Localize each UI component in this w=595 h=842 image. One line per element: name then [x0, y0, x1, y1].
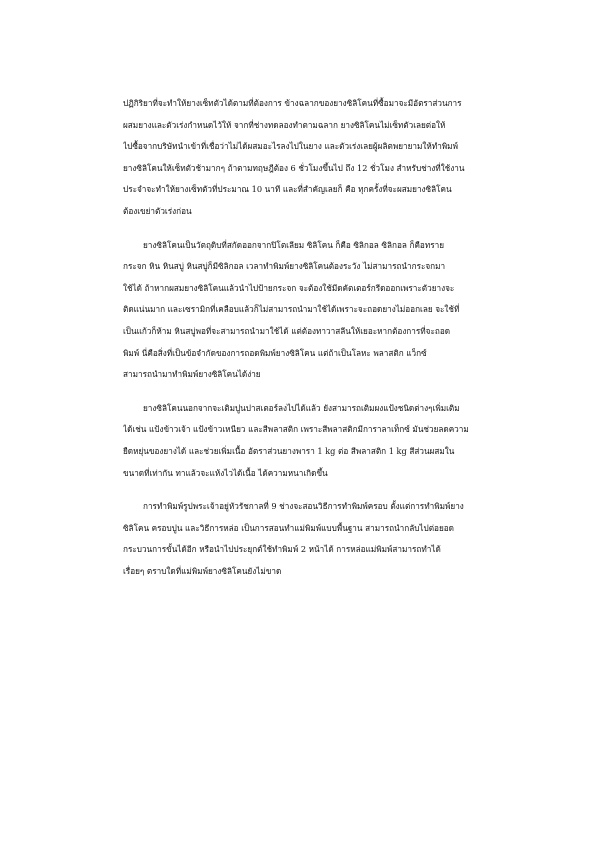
paragraph	[123, 93, 525, 223]
text-line: ปฏิกิริยาที่จะทำให้ยางเซ็ทตัวได้ตามที่ต้องการ ข้างฉลากของยางซิลิโคนที่ซื้อมาจะมีอัตราส่วนการ	[123, 98, 462, 108]
text-line: ใช้ได้ ถ้าหากผสมยางซิลิโคนแล้วนำไปป้ายกระจก จะต้องใช้มีดคัตเตอร์กรีดออกเพราะตัวยางจะ	[123, 282, 455, 293]
paragraph	[123, 496, 525, 582]
text-line: ได้เช่น แป้งข้าวเจ้า แป้งข้าวเหนียว และสีพลาสติก เพราะสีพลาสติกมีการาลาเท็กซ์ มันช่วยลดความ	[123, 424, 469, 435]
text-line: ยืดหยุ่นของยางได้ และช่วยเพิ่มเนื้อ อัตราส่วนยางพารา 1 kg ต่อ สีพลาสติก 1 kg สีส่วนผสมใน	[123, 445, 455, 456]
text-line: กระจก หิน หินสบู่ หินสบู่ก็มีซิลิกอล เวลาทำพิมพ์ยางซิลิโคนต้องระวัง ไม่สามารถนำกระจกมา	[123, 261, 446, 272]
text-line: ติดแน่นมาก และเซรามิกที่เคลือบแล้วก็ไม่สามารถนำมาใช้ได้เพราะจะถอดยางไม่ออกเลย จะใช้ที่	[123, 304, 460, 315]
text-line: ยางซิลิโคนเป็นวัตถุดิบที่สกัดออกจากปิโตเลียม ซิลิโคน ก็คือ ซิลิกอล ซิลิกอล ก็คือทราย	[143, 239, 445, 250]
text-line: กระบวนการขั้นได้อีก หรือนำไปประยุกต์ใช้ทำพิมพ์ 2 หน้าได้ การหล่อแม่พิมพ์สามารถทำได้	[123, 544, 441, 555]
text-line: ต้องเขย่าตัวเร่งก่อน	[123, 205, 192, 216]
text-line: ซิลิโคน ครอบปูน และวิธีการหล่อ เป็นการสอนทำแม่พิมพ์แบบพื้นฐาน สามารถนำกลับไปต่อยอด	[123, 522, 454, 533]
text-line: ไปซื้อจากบริษัทนำเข้าที่เชื่อว่าไม่ได้ผสมอะไรลงไปในยาง และตัวเร่งเลยผู้ผลิตพยายามให้ทำพิมพ์	[123, 141, 458, 152]
paragraph	[123, 235, 525, 386]
paragraph	[123, 398, 525, 484]
text-line: พิมพ์ นี่คือสิ่งที่เป็นข้อจำกัดของการถอดพิมพ์ยางซิลิโคน แต่ถ้าเป็นโลหะ พลาสติก แว็กซ์	[123, 347, 427, 358]
text-line: ขนาดที่เท่ากัน ทาแล้วจะแห้งไวได้เนื้อ ได้ความหนาเกิดขึ้น	[123, 467, 328, 478]
text-line: เรื่อยๆ ตราบใดที่แม่พิมพ์ยางซิลิโคนยังไม่ขาด	[123, 565, 282, 576]
text-line: ยางซิลิโคนให้เซ็ทตัวช้ามากๆ ถ้าตามทฤษฎีต้อง 6 ชั่วโมงขึ้นไป ถึง 12 ชั่วโมง สำหรับช่างที่ใช้งาน	[123, 162, 465, 173]
text-line: เป็นแก้วก็ห้าม หินสบู่พอที่จะสามารถนำมาใช้ได้ แต่ต้องทาวาสลีนให้เยอะหากต้องการที่จะถอด	[123, 325, 451, 336]
text-line: ผสมยางและตัวเร่งกำหนดไว้ให้ จากที่ช่างทดลองทำตามฉลาก ยางซิลิโคนไม่เซ็ทตัวเลยต่อให้	[123, 119, 446, 130]
body-text	[123, 93, 525, 594]
text-line: ยางซิลิโคนนอกจากจะเติมปูนปาสเตอร์ลงไปได้แล้ว ยังสามารถเติมผงแป้งชนิดต่างๆเพิ่มเติม	[143, 402, 460, 413]
text-line: ประจำจะทำให้ยางเซ็ทตัวที่ประมาณ 10 นาที และที่สำคัญเลยก็ คือ ทุกครั้งที่จะผสมยางซิลิโคน	[123, 184, 452, 195]
text-line: สามารถนำมาทำพิมพ์ยางซิลิโคนได้ง่าย	[123, 369, 261, 380]
text-line: การทำพิมพ์รูปพระเจ้าอยู่หัวรัชกาลที่ 9 ช่างจะสอนวิธีการทำพิมพ์ครอบ ตั้งแต่การทำพิมพ์ยาง	[143, 501, 464, 512]
